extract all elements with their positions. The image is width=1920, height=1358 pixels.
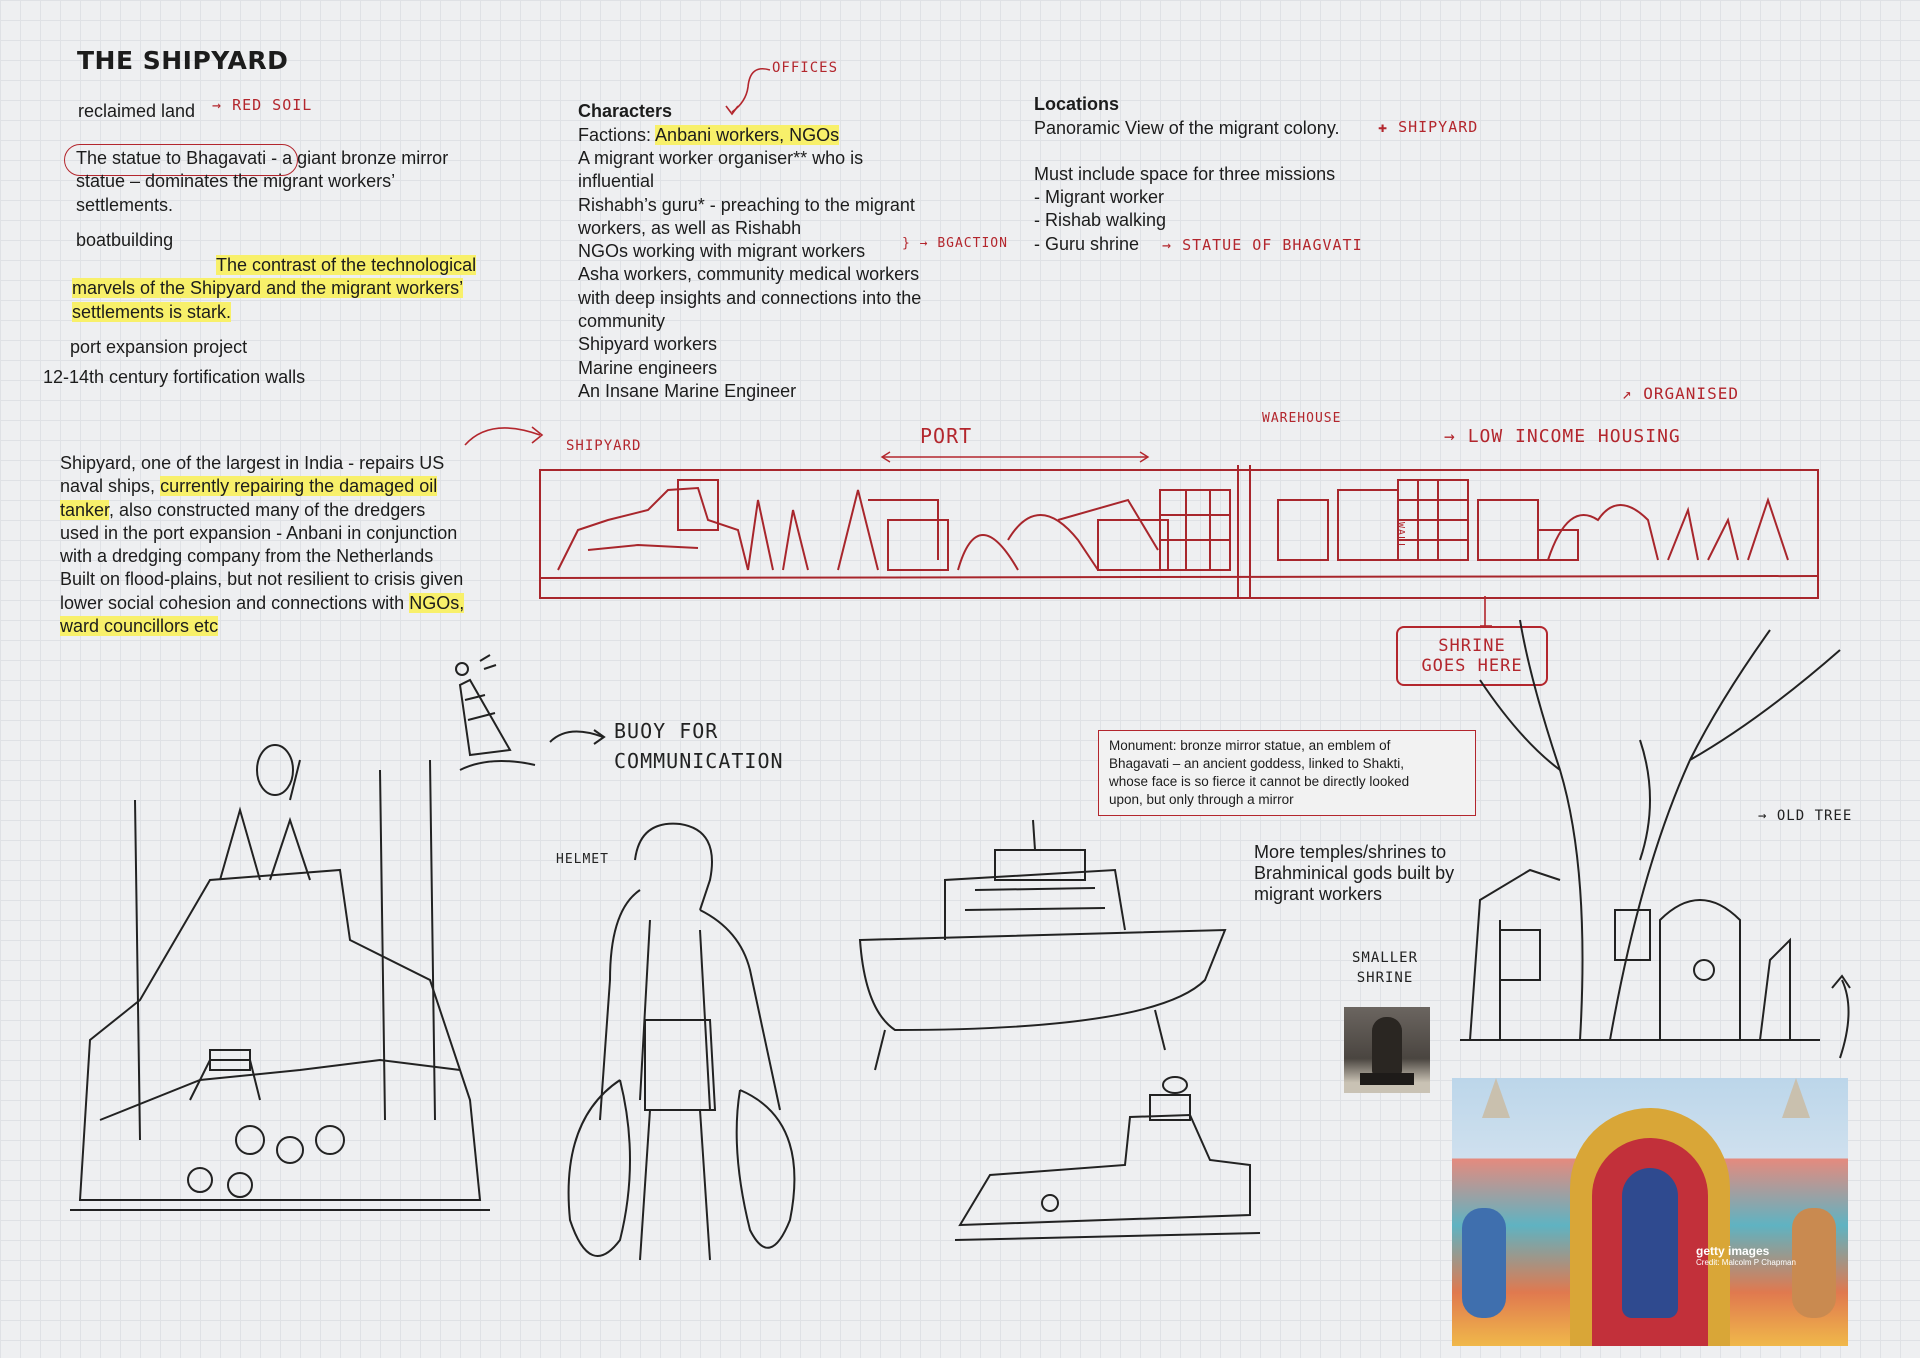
getty-credit: Credit: Malcolm P Chapman xyxy=(1696,1258,1796,1267)
ship-sketch xyxy=(50,740,490,1220)
panorama-label-warehouse: WAREHOUSE xyxy=(1262,411,1342,426)
note-statue: The statue to Bhagavati - a giant bronze mirror statue – dominates the migrant workers’ settlements. xyxy=(76,148,449,215)
character-line: influential xyxy=(578,171,655,192)
smaller-shrine-1: SMALLER xyxy=(1352,950,1419,966)
annotation-offices: OFFICES xyxy=(772,60,839,76)
locations-line1: Panoramic View of the migrant colony. xyxy=(1034,118,1340,138)
characters-heading: Characters xyxy=(578,101,673,121)
monument-line: Bhagavati – an ancient goddess, linked to Shakti, xyxy=(1109,756,1404,771)
panorama-arrow xyxy=(460,415,560,455)
character-line: NGOs working with migrant workers xyxy=(578,241,866,262)
monument-line: whose face is so fierce it cannot be directly looked xyxy=(1109,774,1410,789)
character-line: Rishabh’s guru* - preaching to the migrant xyxy=(578,194,915,215)
character-line: with deep insights and connections into the xyxy=(578,287,922,308)
locations-items xyxy=(1034,186,1166,256)
character-line: Asha workers, community medical workers xyxy=(578,264,920,285)
temple-spire-left xyxy=(1482,1078,1510,1118)
tree-arrow-right xyxy=(1820,970,1860,1060)
locations-line2: Must include space for three missions xyxy=(1034,164,1336,184)
panorama-label-organised: ↗ ORGANISED xyxy=(1622,384,1739,403)
shrine-label-2: GOES HERE xyxy=(1421,656,1523,676)
character-line: A migrant worker organiser** who is xyxy=(578,148,864,168)
character-line: An Insane Marine Engineer xyxy=(578,380,797,401)
note-fortification: 12-14th century fortification walls xyxy=(43,367,306,387)
offices-arrow xyxy=(720,62,780,122)
characters-list xyxy=(578,147,921,403)
monument-line: upon, but only through a mirror xyxy=(1109,792,1294,807)
page-title: THE SHIPYARD xyxy=(77,46,289,75)
location-item: - Rishab walking xyxy=(1034,210,1167,231)
right-deity xyxy=(1792,1208,1836,1318)
panorama-label-wall: WALL xyxy=(1395,522,1406,551)
buoy-label-2: COMMUNICATION xyxy=(614,749,784,773)
panorama-sketch xyxy=(538,460,1820,600)
temples-note xyxy=(1254,842,1454,905)
smaller-shrine-label xyxy=(1352,948,1418,988)
monument-line: Monument: bronze mirror statue, an emblem of xyxy=(1109,738,1391,753)
temple-spire-right xyxy=(1782,1078,1810,1118)
temples-line: More temples/shrines to xyxy=(1254,842,1447,862)
annotation-bgaction: } → BGACTION xyxy=(902,236,1008,251)
location-item: - Migrant worker xyxy=(1034,187,1165,207)
monument-box xyxy=(1098,730,1476,816)
panorama-label-port: PORT xyxy=(920,424,973,448)
shipyard-description: Shipyard, one of the largest in India - repairs US naval ships, currently repairing the damaged oil tanker, also constructed many of the dredgers used in the port expansion - Anbani in conjunction with a dredging company from the Netherlands Built on flood-plains, but not resilient to crisis given lower social cohesion and connections with NGOs, ward councillors etc xyxy=(60,453,465,637)
goddess-figure xyxy=(1622,1168,1678,1318)
shrine-label-1: SHRINE xyxy=(1438,636,1506,656)
old-tree-label: → OLD TREE xyxy=(1758,808,1853,824)
characters-factions: Factions: Anbani workers, NGOs xyxy=(578,125,840,145)
note-contrast: The contrast of the technological marvels of the Shipyard and the migrant workers’ settlements is stark. xyxy=(72,255,477,322)
tree-shrine-sketch xyxy=(1440,620,1860,1060)
annotation-statue-tag: → STATUE OF BHAGVATI xyxy=(1162,236,1363,254)
statue-figure xyxy=(1372,1017,1402,1075)
character-line: workers, as well as Rishabh xyxy=(578,217,802,238)
temples-line: migrant workers xyxy=(1254,884,1383,904)
note-reclaimed-land: reclaimed land xyxy=(78,101,196,121)
annotation-shipyard-tag: ✚ SHIPYARD xyxy=(1378,118,1479,136)
character-line: community xyxy=(578,311,666,332)
helmet-label: HELMET xyxy=(556,852,609,867)
character-line: Shipyard workers xyxy=(578,334,718,355)
note-boatbuilding: boatbuilding xyxy=(76,230,174,250)
smaller-shrine-2: SHRINE xyxy=(1356,970,1414,986)
smaller-shrine-photo xyxy=(1344,1007,1430,1093)
statue-base xyxy=(1360,1073,1414,1085)
panorama-label-low-income: → LOW INCOME HOUSING xyxy=(1444,426,1681,447)
temple-photo xyxy=(1452,1078,1848,1346)
note-port-expansion: port expansion project xyxy=(70,337,248,357)
boat-sketch-bottom xyxy=(950,1075,1270,1255)
annotation-red-soil: → RED SOIL xyxy=(212,96,313,114)
location-item: - Guru shrine xyxy=(1034,233,1140,254)
buoy-label-1: BUOY FOR xyxy=(614,719,719,743)
temples-line: Brahminical gods built by xyxy=(1254,863,1455,883)
person-sketch xyxy=(550,820,810,1280)
buoy-label xyxy=(614,716,784,776)
getty-brand: getty images xyxy=(1696,1244,1770,1258)
left-deity xyxy=(1462,1208,1506,1318)
panorama-label-shipyard: SHIPYARD xyxy=(566,438,642,454)
boat-sketch-top xyxy=(855,830,1235,1050)
character-line: Marine engineers xyxy=(578,357,718,378)
locations-heading: Locations xyxy=(1034,94,1120,114)
buoy-arrow xyxy=(548,722,608,752)
getty-watermark xyxy=(1696,1244,1796,1267)
